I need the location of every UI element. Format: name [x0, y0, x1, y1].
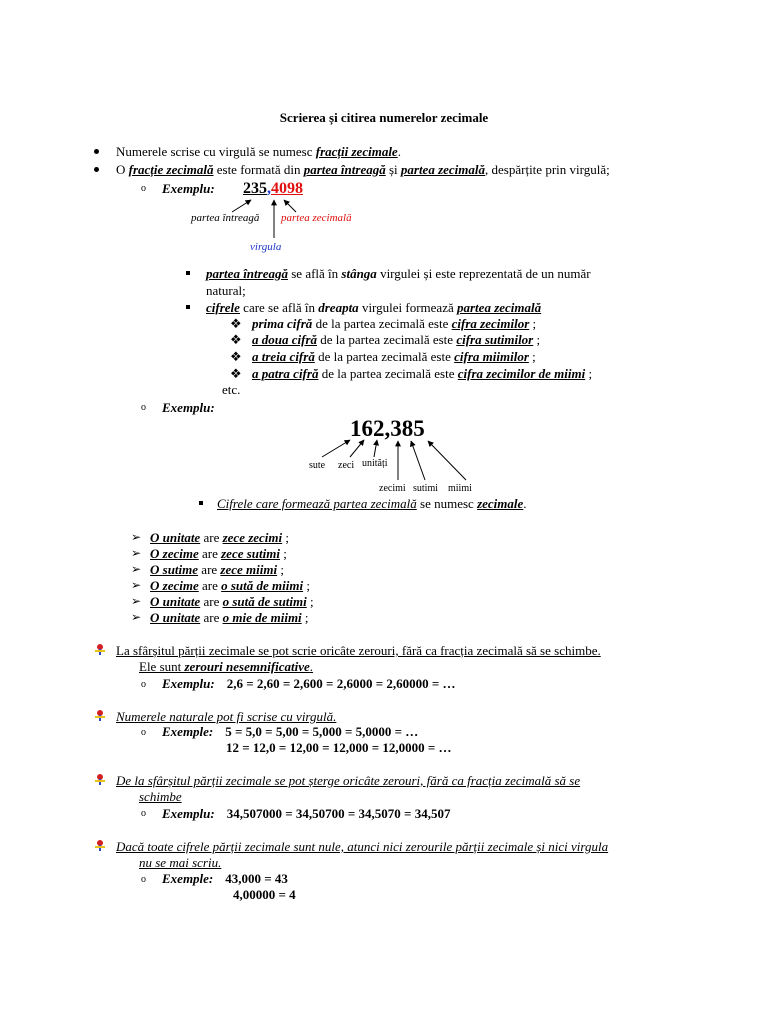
digit-rule [252, 332, 540, 347]
list-item [150, 562, 284, 577]
rule-term: partea zecimală [457, 300, 542, 315]
section4-line1: Dacă toate cifrele părții zecimale sunt nule, atunci nici zerourile părții zecimale și nici virgula [116, 839, 609, 854]
term-fractii-zecimale: fracții zecimale [315, 144, 398, 159]
digit-name: cifra zecimilor [451, 316, 530, 331]
rule-side: dreapta [318, 300, 359, 315]
rule-2 [206, 300, 541, 315]
unit-value: o sută de miimi [221, 578, 304, 593]
diamond-star-icon: ❖ [230, 332, 242, 347]
intro-text: Numerele scrise cu virgulă se numesc [116, 144, 316, 159]
rule-text: se află în [287, 266, 342, 281]
circle-bullet-icon: o [141, 874, 146, 885]
zecimale-note [217, 496, 527, 511]
example1-label: Exemplu: [162, 181, 215, 196]
unit-value: o mie de miimi [222, 610, 302, 625]
unit-text: ; [282, 530, 290, 545]
section4-example [162, 871, 288, 886]
label-unitati: unități [362, 458, 388, 469]
pushpin-icon [93, 839, 107, 853]
label-miimi: miimi [448, 483, 472, 494]
section4-line2: nu se mai scriu. [139, 855, 222, 870]
circle-bullet-icon: o [141, 679, 146, 690]
example1-comma: , [267, 180, 271, 197]
example1-int-part: 235 [243, 180, 267, 197]
example2-number: 162,385 [350, 416, 425, 441]
digit-text: de la partea zecimală este [312, 316, 452, 331]
example-label: Exemple: [162, 724, 214, 739]
arrow-to-dec-part [284, 200, 296, 212]
digit-rule [252, 349, 536, 364]
rule-text: care se află în [239, 300, 319, 315]
unit-value: zece sutimi [221, 546, 280, 561]
rule-term: partea întreagă [206, 266, 288, 281]
pushpin-icon [93, 709, 107, 723]
arrow-sutimi [411, 441, 425, 480]
arrow-bullet-icon: ➢ [131, 530, 142, 544]
list-item [150, 530, 289, 545]
unit-text: are [200, 530, 223, 545]
term-zerouri-nesemnificative: zerouri nesemnificative [184, 659, 310, 674]
unit-name: O unitate [150, 610, 201, 625]
section2-example-2: 12 = 12,0 = 12,00 = 12,000 = 12,0000 = … [226, 740, 452, 755]
unit-text: are [200, 610, 223, 625]
list-item [150, 578, 310, 593]
example-label: Exemplu: [162, 806, 215, 821]
intro-text: . [397, 144, 401, 159]
digit-text: ; [529, 316, 537, 331]
label-partea-zecimala: partea zecimală [281, 212, 352, 224]
digit-text: de la partea zecimală este [317, 332, 457, 347]
arrow-miimi [428, 441, 466, 480]
section1-text: Ele sunt [139, 659, 185, 674]
section4-example-2: 4,00000 = 4 [233, 887, 296, 902]
digit-text: de la partea zecimală este [314, 349, 455, 364]
square-bullet-icon [186, 271, 190, 275]
unit-text: are [198, 562, 221, 577]
section2-line1: Numerele naturale pot fi scrise cu virgulă. [116, 709, 337, 724]
section1-line1: La sfârșitul părții zecimale se pot scrie oricâte zerouri, fără ca fracția zecimală să se schimbe. [116, 643, 601, 658]
digit-text: ; [585, 366, 593, 381]
label-virgula: virgula [250, 241, 282, 253]
section2-example [162, 724, 418, 739]
intro-text: , despărțite prin virgulă; [485, 162, 610, 177]
page-title: Scrierea și citirea numerelor zecimale [279, 110, 489, 125]
digit-text: ; [528, 349, 536, 364]
term-partea-zecimala: partea zecimală [400, 162, 486, 177]
example-text: 2,6 = 2,60 = 2,600 = 2,6000 = 2,60000 = … [226, 676, 456, 691]
list-item [150, 594, 314, 609]
note-text: Cifrele care formează partea zecimală [217, 496, 417, 511]
example1-dec-part: 4098 [271, 180, 303, 197]
arrow-bullet-icon: ➢ [131, 594, 142, 608]
digit-ordinal: a patra cifră [252, 366, 319, 381]
arrow-zeci [350, 440, 364, 457]
unit-name: O zecime [150, 578, 199, 593]
list-item [150, 546, 287, 561]
digit-name: cifra sutimilor [456, 332, 534, 347]
arrow-unitati [374, 440, 377, 457]
digit-ordinal: prima cifră [252, 316, 313, 331]
circle-bullet-icon: o [141, 402, 146, 413]
unit-text: are [200, 594, 223, 609]
section3-line2: schimbe [139, 789, 182, 804]
label-partea-intreaga: partea întreagă [191, 212, 260, 224]
rule-side: stânga [341, 266, 377, 281]
circle-bullet-icon: o [141, 808, 146, 819]
diamond-star-icon: ❖ [230, 316, 242, 331]
term-partea-intreaga: partea întreagă [303, 162, 386, 177]
unit-value: zece zecimi [222, 530, 283, 545]
unit-value: zece miimi [220, 562, 278, 577]
section1-text: . [309, 659, 314, 674]
unit-text: ; [279, 546, 287, 561]
pushpin-icon [93, 643, 107, 657]
arrow-bullet-icon: ➢ [131, 562, 142, 576]
unit-text: ; [277, 562, 284, 577]
example-text: 43,000 = 43 [225, 871, 288, 886]
rule-text: virgulei și este reprezentată de un număr [376, 266, 591, 281]
section3-example [162, 806, 450, 821]
example-text: 5 = 5,0 = 5,00 = 5,000 = 5,0000 = … [225, 724, 419, 739]
section1-example [162, 676, 456, 691]
unit-text: ; [301, 610, 309, 625]
intro-text: O [116, 162, 129, 177]
intro-text: și [385, 162, 401, 177]
diamond-star-icon: ❖ [230, 366, 242, 381]
etc-text: etc. [222, 382, 241, 397]
digit-rule [252, 366, 592, 381]
note-text: . [523, 496, 527, 511]
unit-name: O sutime [150, 562, 199, 577]
arrow-bullet-icon: ➢ [131, 546, 142, 560]
digit-ordinal: a doua cifră [252, 332, 317, 347]
example-label: Exemplu: [162, 676, 215, 691]
unit-value: o sută de sutimi [222, 594, 307, 609]
label-zecimi: zecimi [379, 483, 406, 494]
digit-text: de la partea zecimală este [318, 366, 458, 381]
square-bullet-icon [186, 305, 190, 309]
note-term: zecimale [477, 496, 524, 511]
unit-text: are [198, 546, 222, 561]
example2-label: Exemplu: [162, 400, 215, 415]
diamond-star-icon: ❖ [230, 349, 242, 364]
label-sute: sute [309, 460, 326, 471]
digit-name: cifra miimilor [454, 349, 529, 364]
unit-text: ; [303, 578, 310, 593]
arrow-to-int-part [232, 200, 251, 212]
rule-1-cont: natural; [206, 283, 246, 298]
intro-text: este formată din [213, 162, 304, 177]
digit-ordinal: a treia cifră [252, 349, 315, 364]
arrow-bullet-icon: ➢ [131, 610, 142, 624]
pushpin-icon [93, 773, 107, 787]
square-bullet-icon [199, 501, 203, 505]
digit-text: ; [533, 332, 541, 347]
note-text: se numesc [416, 496, 478, 511]
label-sutimi: sutimi [413, 483, 439, 494]
label-zeci: zeci [338, 460, 355, 471]
unit-name: O zecime [150, 546, 199, 561]
digit-name: cifra zecimilor de miimi [457, 366, 586, 381]
section3-line1: De la sfârșitul părții zecimale se pot șterge oricâte zerouri, fără ca fracția zecimală să se [116, 773, 581, 788]
unit-text: ; [306, 594, 314, 609]
digit-rule [252, 316, 536, 331]
arrow-bullet-icon: ➢ [131, 578, 142, 592]
rule-text: virgulei formează [358, 300, 457, 315]
list-item [150, 610, 309, 625]
unit-name: O unitate [150, 530, 201, 545]
circle-bullet-icon: o [141, 183, 146, 194]
circle-bullet-icon: o [141, 727, 146, 738]
example-text: 34,507000 = 34,50700 = 34,5070 = 34,507 [226, 806, 451, 821]
unit-text: are [198, 578, 222, 593]
rule-1 [206, 266, 591, 281]
term-fractie-zecimala: fracție zecimală [128, 162, 214, 177]
rule-term: cifrele [206, 300, 240, 315]
unit-name: O unitate [150, 594, 201, 609]
example-label: Exemple: [162, 871, 214, 886]
section1-line2 [139, 659, 313, 674]
arrow-sute [322, 440, 350, 457]
